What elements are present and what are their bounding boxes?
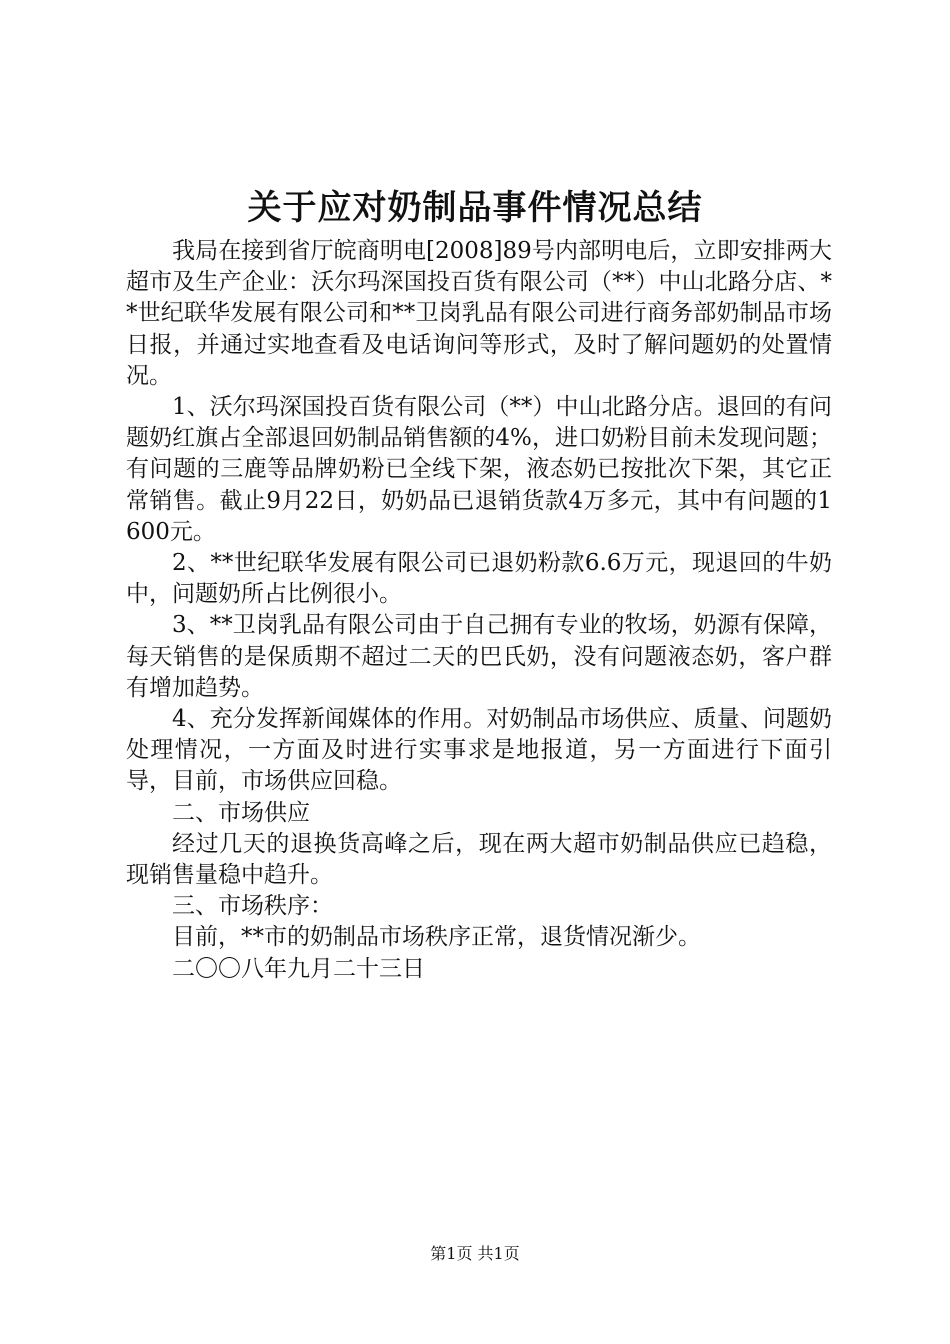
section-heading-market-supply: 二、市场供应 [172, 799, 310, 826]
document-date: 二〇〇八年九月二十三日 [172, 955, 425, 982]
paragraph-market-supply: 经过几天的退换货高峰之后，现在两大超市奶制品供应已趋稳，现销售量稳中趋升。 [126, 830, 832, 889]
paragraph-item-2: 2、**世纪联华发展有限公司已退奶粉款6.6万元，现退回的牛奶中，问题奶所占比例很小。 [126, 550, 832, 608]
page-footer: 第1页 共1页 [430, 1244, 520, 1263]
document-title: 关于应对奶制品事件情况总结 [247, 188, 703, 228]
document-body [126, 236, 832, 985]
section-heading-market-order: 三、市场秩序： [172, 893, 333, 920]
paragraph-item-3: 3、**卫岗乳品有限公司由于自己拥有专业的牧场，奶源有保障，每天销售的是保质期不超过二天的巴氏奶，没有问题液态奶，客户群有增加趋势。 [126, 612, 832, 701]
paragraph-item-1: 1、沃尔玛深国投百货有限公司（**）中山北路分店。退回的有问题奶红旗占全部退回奶制品销售额的4%，进口奶粉目前未发现问题；有问题的三鹿等品牌奶粉已全线下架，液态奶已按批次下架，其它正常销售。截止9月22日，奶奶品已退销货款4万多元，其中有问题的1600元。 [126, 394, 832, 545]
paragraph-market-order: 目前，**市的奶制品市场秩序正常，退货情况渐少。 [172, 924, 701, 951]
paragraph-item-4: 4、充分发挥新闻媒体的作用。对奶制品市场供应、质量、问题奶处理情况，一方面及时进行实事求是地报道，另一方面进行下面引导，目前，市场供应回稳。 [126, 706, 832, 795]
paragraph-intro: 我局在接到省厅皖商明电[2008]89号内部明电后，立即安排两大超市及生产企业：沃尔玛深国投百货有限公司（**）中山北路分店、**世纪联华发展有限公司和**卫岗乳品有限公司进行商务部奶制品市场日报，并通过实地查看及电话询问等形式，及时了解问题奶的处置情况。 [126, 238, 832, 389]
